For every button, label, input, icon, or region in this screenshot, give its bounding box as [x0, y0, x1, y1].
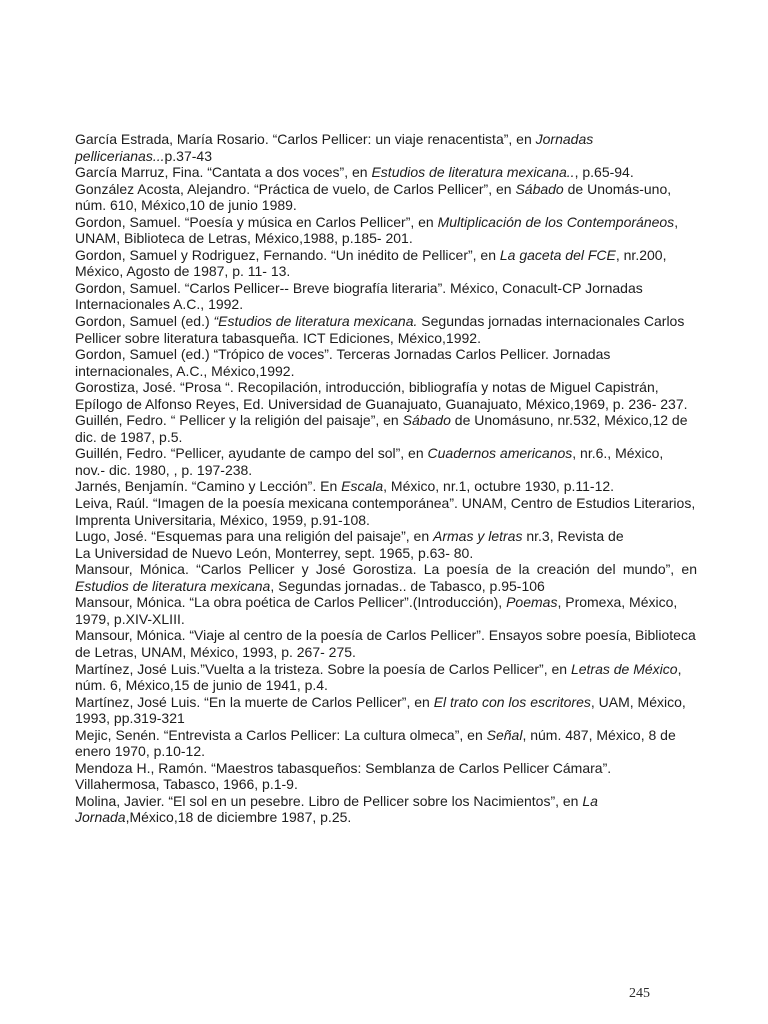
entry-text: Molina, Javier. “El sol en un pesebre. Libro de Pellicer sobre los Nacimientos”, en [75, 792, 583, 809]
entry-title-italic: Jornadas pellicerianas... [75, 131, 594, 164]
entry-text: de Unomásuno, nr.532, México,12 de dic. de 1987, p.5. [75, 412, 688, 445]
entry-text: de Unomás-uno, núm. 610, México,10 de junio 1989. [75, 180, 672, 214]
entry-title-italic: Escala [341, 478, 384, 495]
entry-title-italic: La Jornada [75, 792, 598, 826]
entry-title-italic: Sábado [402, 412, 451, 429]
bibliography-entry [75, 561, 697, 594]
bibliography-entry [75, 214, 697, 247]
entry-title-italic: Sábado [515, 180, 564, 197]
entry-text: Martínez, José Luis.”Vuelta a la tristeza. Sobre la poesía de Carlos Pellicer”, en [75, 660, 571, 677]
entry-title-italic: Señal [486, 726, 523, 743]
entry-title-italic: Poemas [506, 594, 558, 611]
bibliography-entry [75, 445, 697, 478]
entry-text: , Promexa, México, 1979, p.XIV-XLIII. [75, 594, 678, 627]
bibliography-entry [75, 727, 697, 760]
entry-title-italic: El trato con los escritores [433, 693, 591, 710]
bibliography-entry [75, 280, 697, 313]
entry-text: Mansour, Mónica. “La obra poética de Carlos Pellicer”.(Introducción), [75, 594, 507, 611]
bibliography-entry [75, 627, 697, 660]
bibliography-list [75, 131, 697, 826]
entry-text: González Acosta, Alejandro. “Práctica de vuelo, de Carlos Pellicer”, en [75, 180, 516, 197]
entry-text: , núm. 6, México,15 de junio de 1941, p.4. [75, 660, 682, 694]
entry-title-italic: Cuadernos americanos [427, 445, 573, 462]
entry-text: , nr.6., México, nov.- dic. 1980, , p. 197-238. [75, 445, 664, 478]
bibliography-entry [75, 495, 697, 528]
bibliography-entry [75, 181, 697, 214]
entry-text: p.37-43 [164, 147, 212, 164]
entry-text: , p.65-94. [574, 164, 634, 181]
bibliography-entry [75, 412, 697, 445]
entry-text: Leiva, Raúl. “Imagen de la poesía mexicana contemporánea”. UNAM, Centro de Estudios Literarios, Imprenta Universitaria, México, 1959, p.91-108. [75, 495, 696, 528]
entry-text: Lugo, José. “Esquemas para una religión del paisaje”, en [75, 528, 433, 545]
entry-text: Jarnés, Benjamín. “Camino y Lección”. En [75, 478, 342, 495]
entry-text: Gordon, Samuel (ed.) [75, 313, 214, 330]
entry-title-italic: Estudios de literatura mexicana [75, 577, 271, 594]
entry-title-italic: La gaceta del FCE [499, 246, 616, 263]
entry-text: Mejic, Senén. “Entrevista a Carlos Pellicer: La cultura olmeca”, en [75, 726, 487, 743]
bibliography-entry [75, 478, 697, 495]
bibliography-entry [75, 313, 697, 346]
entry-text: Guillén, Fedro. “Pellicer, ayudante de campo del sol”, en [75, 445, 428, 462]
entry-title-italic: Multiplicación de los Contemporáneos [437, 213, 675, 230]
entry-text: Segundas jornadas internacionales Carlos Pellicer sobre literatura tabasqueña. ICT Ediciones, México,1992. [75, 313, 685, 346]
entry-text: , UAM, México, 1993, pp.319-321 [75, 693, 686, 727]
bibliography-entry [75, 545, 697, 562]
entry-title-italic: Estudios de literatura mexicana.. [371, 164, 575, 181]
page-number: 245 [629, 986, 650, 1001]
entry-text: Mendoza H., Ramón. “Maestros tabasqueños: Semblanza de Carlos Pellicer Cámara”. Villahermosa, Tabasco, 1966, p.1-9. [75, 759, 612, 793]
entry-text: , nr.200, México, Agosto de 1987, p. 11- 13. [75, 246, 667, 280]
entry-text: Mansour, Mónica. “Carlos Pellicer y José Gorostiza. La poesía de la creación del mundo”, en [75, 561, 697, 578]
entry-text: ,México,18 de diciembre 1987, p.25. [125, 809, 352, 826]
entry-text: , Segundas jornadas.. de Tabasco, p.95-106 [270, 577, 545, 594]
bibliography-entry [75, 760, 697, 793]
entry-text: Gordon, Samuel y Rodriguez, Fernando. “Un inédito de Pellicer”, en [75, 246, 500, 263]
bibliography-entry [75, 247, 697, 280]
entry-text: La Universidad de Nuevo León, Monterrey, sept. 1965, p.63- 80. [75, 544, 474, 561]
entry-text: , UNAM, Biblioteca de Letras, México,1988, p.185- 201. [75, 213, 679, 247]
bibliography-entry [75, 528, 697, 545]
bibliography-entry [75, 131, 697, 164]
bibliography-entry [75, 379, 697, 412]
bibliography-entry [75, 346, 697, 379]
entry-text: Gorostiza, José. “Prosa “. Recopilación, introducción, bibliografía y notas de Miguel Capistrán, Epílogo de Alfonso Reyes, Ed. Universidad de Guanajuato, Guanajuato, México,1969, p. 236- 237. [75, 379, 688, 412]
entry-text: Gordon, Samuel (ed.) “Trópico de voces”. Terceras Jornadas Carlos Pellicer. Jornadas internacionales, A.C., México,1992. [75, 346, 611, 379]
bibliography-entry [75, 661, 697, 694]
bibliography-entry [75, 594, 697, 627]
entry-title-italic: Letras de México [570, 660, 678, 677]
entry-text: nr.3, Revista de [522, 528, 624, 545]
entry-text: Guillén, Fedro. “ Pellicer y la religión del paisaje”, en [75, 412, 403, 429]
entry-title-italic: “Estudios de literatura mexicana. [213, 313, 418, 330]
entry-title-italic: Armas y letras [433, 528, 523, 545]
bibliography-entry [75, 164, 697, 181]
entry-text: Gordon, Samuel. “Carlos Pellicer-- Breve biografía literaria”. México, Conacult-CP Jornadas Internacionales A.C., 1992. [75, 279, 643, 313]
entry-text: Gordon, Samuel. “Poesía y música en Carlos Pellicer”, en [75, 213, 438, 230]
entry-text: García Estrada, María Rosario. “Carlos Pellicer: un viaje renacentista”, en [75, 131, 536, 147]
entry-text: Mansour, Mónica. “Viaje al centro de la poesía de Carlos Pellicer”. Ensayos sobre poesía, Biblioteca de Letras, UNAM, México, 1993, p. 267- 275. [75, 627, 696, 660]
entry-text: , México, nr.1, octubre 1930, p.11-12. [383, 478, 615, 495]
entry-text: , núm. 487, México, 8 de enero 1970, p.10-12. [75, 726, 676, 760]
bibliography-entry [75, 793, 697, 826]
entry-text: García Marruz, Fina. “Cantata a dos voces”, en [75, 164, 372, 181]
entry-text: Martínez, José Luis. “En la muerte de Carlos Pellicer”, en [75, 693, 434, 710]
bibliography-entry [75, 694, 697, 727]
